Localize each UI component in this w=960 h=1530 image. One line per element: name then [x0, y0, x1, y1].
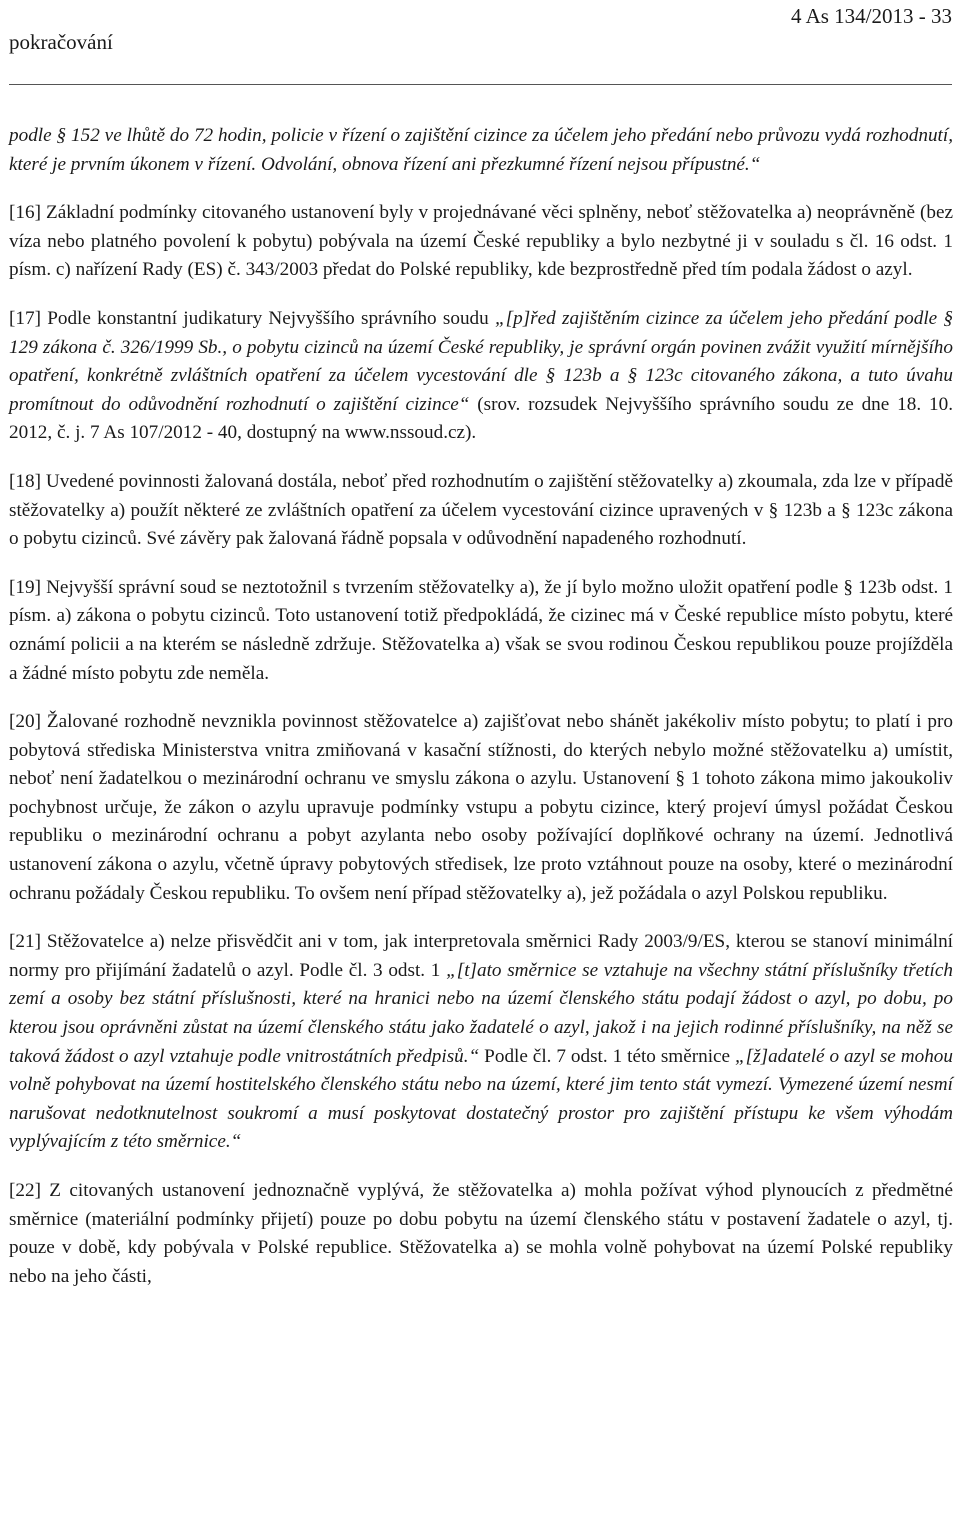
paragraph-22: [22] Z citovaných ustanovení jednoznačně vyplývá, že stěžovatelka a) mohla požívat výhod plynoucích z předmětné směrnice (materiální podmínky přijetí) pouze po dobu pobytu na území členského státu v postavení žadatele o azyl, tj. pouze v době, kdy pobývala v Polské republice. Stěžovatelka a) se mohla volně pohybovat na území Polské republiky nebo na jeho části, — [9, 1180, 953, 1287]
paragraph-21-intro: [21] Stěžovatelce a) nelze přisvědčit ani v tom, jak interpretovala směrnici Rady 2003/9/ES, kterou se stanoví minimální normy pro přijímání žadatelů o azyl. Podle čl. 3 odst. 1 — [9, 931, 953, 981]
paragraph-21-quote-2: „[ž]adatelé o azyl se mohou volně pohybovat na území hostitelského členského státu nebo na území, které jim tento stát vymezí. Vymezené území nesmí narušovat nedotknutelnost soukromí a musí poskytovat dostatečný prostor pro zajištění přístupu ke všem výhodám vyplývajícím z této směrnice.“ — [9, 1045, 953, 1153]
paragraph-17-citation: (srov. rozsudek Nejvyššího správního soudu ze dne 18. 10. 2012, č. j. 7 As 107/2012 - 40, dostupný na www.nssoud.cz). — [9, 393, 953, 444]
case-number: 4 As 134/2013 - 33 — [790, 4, 952, 28]
document-body — [9, 122, 953, 1311]
header-rule — [9, 84, 952, 85]
quote-continuation: podle § 152 ve lhůtě do 72 hodin, policie v řízení o zajištění cizince za účelem jeho předání nebo průvozu vydá rozhodnutí, které je prvním úkonem v řízení. Odvolání, obnova řízení ani přezkumné řízení nejsou přípustné.“ — [9, 125, 953, 175]
paragraph-19: [19] Nejvyšší správní soud se neztotožnil s tvrzením stěžovatelky a), že jí bylo možno uložit opatření podle § 123b odst. 1 písm. a) zákona o pobytu cizinců. Toto ustanovení totiž předpokládá, že cizinec má v České republice místo pobytu, které oznámí policii a na kterém se následně zdržuje. Stěžovatelka a) však se svou rodinou Českou republikou pouze projížděla a žádné místo pobytu zde neměla. — [9, 576, 953, 684]
paragraph-18: [18] Uvedené povinnosti žalovaná dostála, neboť před rozhodnutím o zajištění stěžovatelky a) zkoumala, zda lze v případě stěžovatelky a) použít některé ze zvláštních opatření za účelem vycestování cizince upravených v § 123b a § 123c zákona o pobytu cizinců. Své závěry pak žalovaná řádně popsala v odůvodnění napadeného rozhodnutí. — [9, 470, 953, 550]
paragraph-21-quote-1: „[t]ato směrnice se vztahuje na všechny státní příslušníky třetích zemí a osoby bez státní příslušnosti, které na hranici nebo na území členského státu podají žádost o azyl, po dobu, po kterou jsou oprávněni zůstat na území členského státu jako žadatelé o azyl, jakož i na jejich rodinné příslušníky, na něž se taková žádost o azyl vztahuje podle vnitrostátních předpisů.“ — [9, 959, 953, 1067]
paragraph-21-middle: Podle čl. 7 odst. 1 této směrnice — [479, 1045, 736, 1067]
paragraph-21 — [9, 928, 953, 1157]
page-header — [0, 0, 960, 72]
paragraph-20: [20] Žalované rozhodně nevznikla povinnost stěžovatelce a) zajišťovat nebo shánět jakékoliv místo pobytu; to platí i pro pobytová střediska Ministerstva vnitra zmiňovaná v kasační stížnosti, do kterých nebylo možné stěžovatelku a) umístit, neboť není žadatelkou o mezinárodní ochranu ve smyslu zákona o azylu. Ustanovení § 1 tohoto zákona mimo jakoukoliv pochybnost určuje, že zákon o azylu upravuje podmínky vstupu a pobytu cizince, který projeví úmysl požádat Českou republiku o mezinárodní ochranu a pobyt azylanta nebo osoby požívající doplňkové ochrany na území. Jednotlivá ustanovení zákona o azylu, včetně úpravy pobytových středisek, lze proto vztáhnout pouze na osoby, které o mezinárodní ochranu požádaly Českou republiku. To ovšem není případ stěžovatelky a), jež požádala o azyl Polskou republiku. — [9, 711, 953, 904]
header-continuation: pokračování — [9, 30, 113, 54]
paragraph-17-quote: „[p]řed zajištěním cizince za účelem jeho předání podle § 129 zákona č. 326/1999 Sb., o pobytu cizinců na území České republiky, je správní orgán povinen zvážit využití mírnějšího opatření, konkrétně zvláštních opatření za účelem vycestování dle § 123b a § 123c citovaného zákona, a tuto úvahu promítnout do odůvodnění rozhodnutí o zajištění cizince“ — [9, 307, 954, 415]
paragraph-16: [16] Základní podmínky citovaného ustanovení byly v projednávané věci splněny, neboť stěžovatelka a) neoprávněně (bez víza nebo platného povolení k pobytu) pobývala na území České republiky a bylo nezbytné ji v souladu s čl. 16 odst. 1 písm. c) nařízení Rady (ES) č. 343/2003 předat do Polské republiky, kde bezprostředně před tím podala žádost o azyl. — [9, 202, 953, 281]
paragraph-17 — [9, 305, 953, 448]
paragraph-17-intro: [17] Podle konstantní judikatury Nejvyššího správního soudu — [9, 307, 495, 329]
